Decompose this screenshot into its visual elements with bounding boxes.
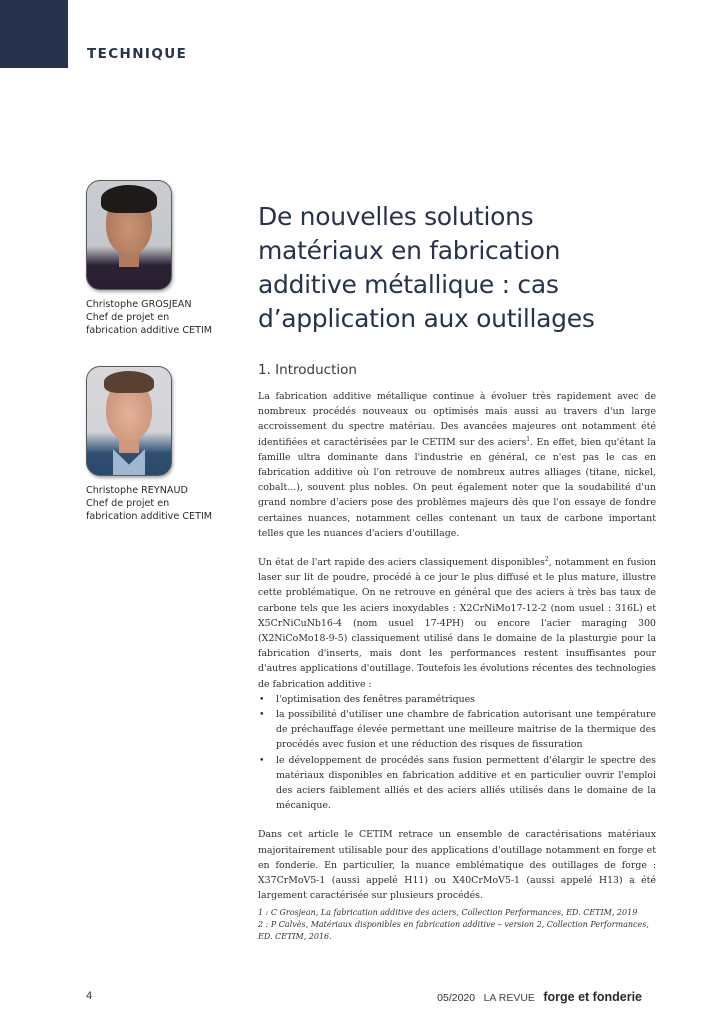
page-number: 4 — [86, 990, 93, 1002]
article-title — [258, 200, 678, 336]
footnote: 2 : P Calvès, Matériaux disponibles en fabrication additive – version 2, Collection Performances, ED. CETIM, 2016. — [258, 920, 649, 941]
bullet-item: • l'optimisation des fenêtres paramétriques — [276, 692, 656, 707]
bullet-list — [258, 692, 656, 814]
paragraph-text: La fabrication additive métallique continue à évoluer très rapidement avec de nombreux procédés nouveaux ou optimisés mais aussi au travers d'un large accroissement du spectre matériau. Des avancées majeures ont notamment été identifiées et caractérisées par le CETIM sur des aciers — [258, 391, 656, 448]
bullet-item: • la possibilité d'utiliser une chambre de fabrication autorisant une température de préchauffage élevée permettant une meilleure maitrise de la thermique des procédés avec fusion et une réduction des risques de fissuration — [276, 707, 656, 753]
author-photo — [86, 366, 172, 476]
article-body — [258, 389, 656, 918]
photo-hair-shape — [104, 371, 154, 393]
footnote: 1 : C Grosjean, La fabrication additive des aciers, Collection Performances, ED. CETIM, 2019 — [258, 908, 638, 917]
section-tag: TECHNIQUE — [87, 46, 188, 62]
author-caption — [86, 298, 236, 337]
author-role: fabrication additive CETIM — [86, 511, 213, 522]
author-name: Christophe GROSJEAN — [86, 299, 192, 310]
author-role: fabrication additive CETIM — [86, 325, 213, 336]
issue-date: 05/2020 — [437, 992, 476, 1004]
title-line: matériaux en fabrication — [258, 236, 561, 265]
paragraph — [258, 555, 656, 692]
author-photo — [86, 180, 172, 290]
paragraph-text: , notamment en fusion laser sur lit de poudre, procédé à ce jour le plus diffusé et le plus mature, illustre cette problématique. On ne retrouve en général que des aciers à très bas taux de carbone tels que les aciers inoxydables : X2CrNiMo17-12-2 (nom usuel : 316L) et X5CrNiCuNb16-4 (nom usuel 17-4PH) ou encore l'acier maraging 300 (X2NiCoMo18-9-5) classiquement utilisé dans le domaine de la plasturgie pour la fabrication d'inserts, mais dont les performances restent insuffisantes pour d'autres applications d'outillage. Toutefois les évolutions récentes des technologies de fabrication additive : — [258, 557, 656, 690]
author-name: Christophe REYNAUD — [86, 485, 188, 496]
publication-name: forge et fonderie — [543, 990, 642, 1004]
author-role: Chef de projet en — [86, 312, 170, 323]
paragraph-text: Un état de l'art rapide des aciers classiquement disponibles — [258, 557, 545, 569]
photo-hair-shape — [101, 185, 157, 213]
section-heading: 1. Introduction — [258, 362, 357, 378]
footnotes — [258, 907, 658, 943]
paragraph-text: . En effet, bien qu'étant la famille ultra dominante dans l'industrie en général, ce n'est pas le cas en fabrication additive où l'on retrouve de nombreux autres alliages (titane, nickel, cobalt...), souvent plus nobles. On peut également noter que la soudabilité d'un grand nombre d'aciers pose des problèmes majeurs dès que l'on essaye de fondre certaines nuances, notamment celles contenant un taux de carbone important telles que les nuances d'aciers d'outillage. — [258, 436, 657, 539]
title-line: De nouvelles solutions — [258, 202, 534, 231]
title-line: additive métallique : cas — [258, 270, 559, 299]
author-caption — [86, 484, 236, 523]
author-card-reynaud — [86, 366, 236, 523]
author-role: Chef de projet en — [86, 498, 170, 509]
revue-label: LA REVUE — [483, 992, 535, 1004]
bullet-item: • le développement de procédés sans fusion permettent d'élargir le spectre des matériaux disponibles en fabrication additive et en particulier ouvrir l'emploi des aciers faiblement alliés et des aciers alliés utilisés dans le domaine de la mécanique. — [276, 753, 656, 814]
paragraph — [258, 389, 656, 541]
footnote-ref: 2 — [544, 555, 549, 563]
paragraph: Dans cet article le CETIM retrace un ensemble de caractérisations matériaux majoritairement utilisable pour des applications d'outillage notamment en forge et en fonderie. En particulier, la nuance emblématique des outillages de forge : X37CrMoV5-1 (aussi appelé H11) ou X40CrMoV5-1 (aussi appelé H13) a été largement caractérisée sur plusieurs procédés. — [258, 829, 656, 902]
footer-publication — [437, 988, 642, 1006]
corner-accent-block — [0, 0, 68, 68]
author-card-grosjean — [86, 180, 236, 337]
footnote-ref: 1 — [526, 435, 531, 443]
title-line: d’application aux outillages — [258, 304, 595, 333]
